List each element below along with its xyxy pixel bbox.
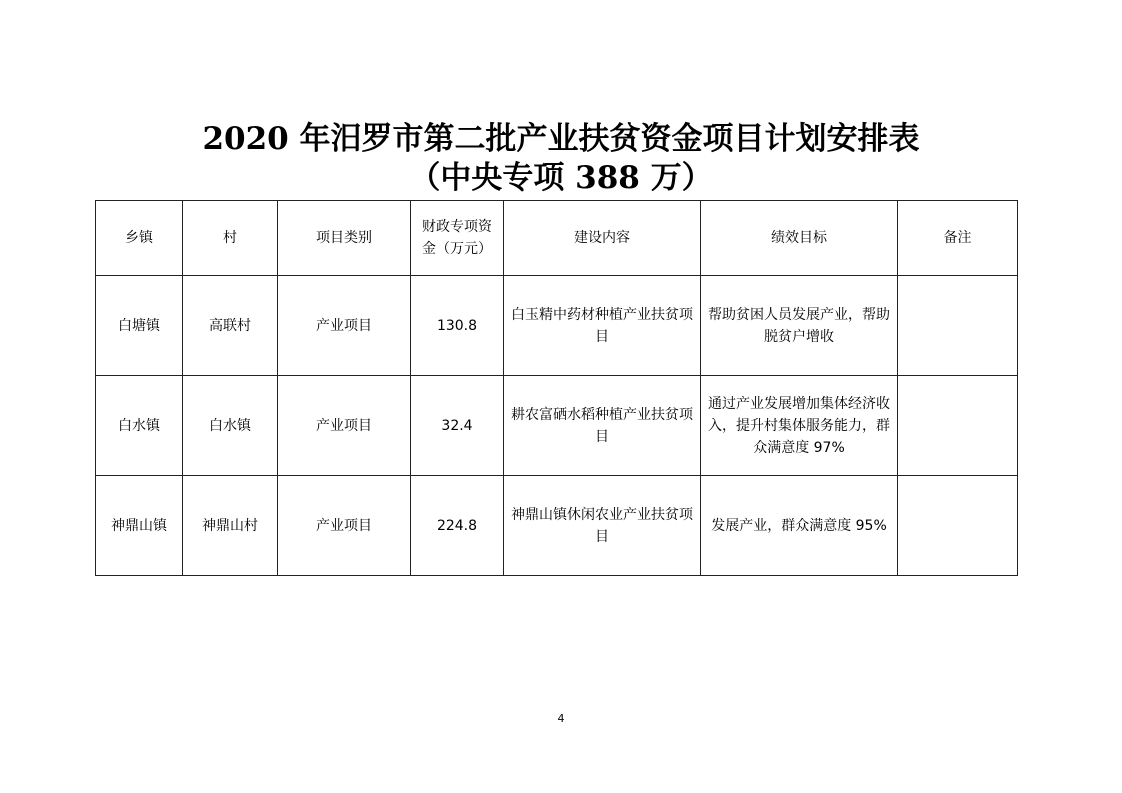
cell-town: 神鼎山镇 [96, 476, 183, 576]
header-town: 乡镇 [96, 201, 183, 276]
cell-fund: 224.8 [411, 476, 504, 576]
cell-goal: 发展产业，群众满意度 95% [701, 476, 898, 576]
table-header-row [96, 201, 1018, 276]
plan-table [95, 200, 1018, 576]
cell-village: 白水镇 [183, 376, 278, 476]
cell-goal: 通过产业发展增加集体经济收入，提升村集体服务能力，群众满意度 97% [701, 376, 898, 476]
table-row [96, 276, 1018, 376]
cell-town: 白塘镇 [96, 276, 183, 376]
header-category: 项目类别 [278, 201, 411, 276]
header-content: 建设内容 [504, 201, 701, 276]
cell-category: 产业项目 [278, 276, 411, 376]
cell-note [898, 376, 1018, 476]
cell-content: 神鼎山镇休闲农业产业扶贫项目 [504, 476, 701, 576]
cell-goal: 帮助贫困人员发展产业，帮助脱贫户增收 [701, 276, 898, 376]
cell-content: 白玉精中药材种植产业扶贫项目 [504, 276, 701, 376]
cell-village: 神鼎山村 [183, 476, 278, 576]
cell-fund: 32.4 [411, 376, 504, 476]
cell-fund: 130.8 [411, 276, 504, 376]
header-note: 备注 [898, 201, 1018, 276]
cell-note [898, 276, 1018, 376]
header-goal: 绩效目标 [701, 201, 898, 276]
cell-content: 耕农富硒水稻种植产业扶贫项目 [504, 376, 701, 476]
cell-village: 高联村 [183, 276, 278, 376]
header-village: 村 [183, 201, 278, 276]
page-number: 4 [557, 712, 565, 725]
cell-category: 产业项目 [278, 476, 411, 576]
cell-town: 白水镇 [96, 376, 183, 476]
document-subtitle: （中央专项 388 万） [409, 160, 713, 196]
document-title: 2020 年汨罗市第二批产业扶贫资金项目计划安排表 [202, 121, 920, 157]
table-row [96, 376, 1018, 476]
cell-note [898, 476, 1018, 576]
table-row [96, 476, 1018, 576]
cell-category: 产业项目 [278, 376, 411, 476]
header-fund: 财政专项资金（万元） [411, 201, 504, 276]
